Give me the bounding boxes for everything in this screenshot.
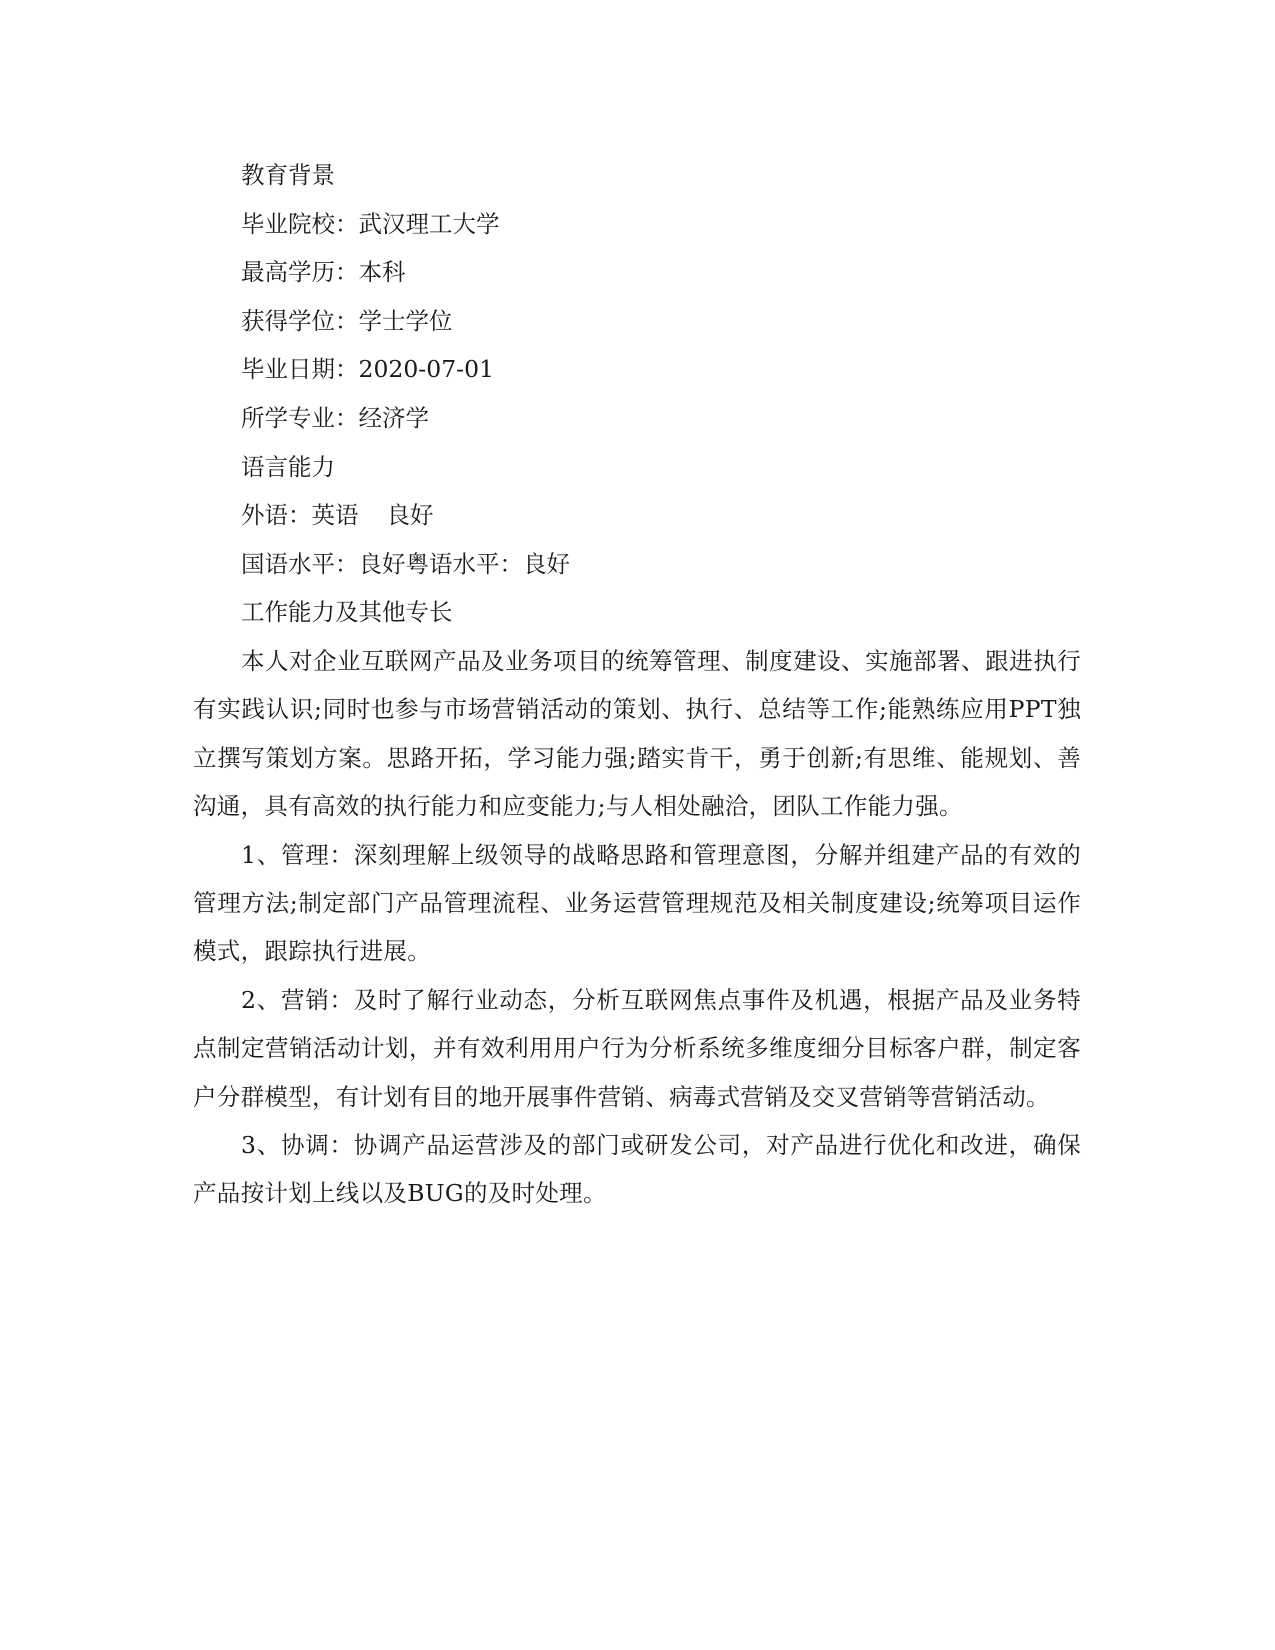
skills-summary-paragraph: 本人对企业互联网产品及业务项目的统筹管理、制度建设、实施部署、跟进执行有实践认识;同时也参与市场营销活动的策划、执行、总结等工作;能熟练应用PPT独立撰写策划方案。思路开拓，学习能力强;踏实肯干，勇于创新;有思维、能规划、善沟通，具有高效的执行能力和应变能力;与人相处融洽，团队工作能力强。 <box>193 646 1081 821</box>
foreign-language-level: 良好 <box>386 501 434 530</box>
skills-heading: 工作能力及其他专长 <box>241 598 453 627</box>
foreign-language-line <box>193 491 1081 540</box>
graduation-date-line: 毕业日期：2020-07-01 <box>241 355 494 384</box>
dialects-line: 国语水平：良好粤语水平：良好 <box>241 549 570 578</box>
language-heading: 语言能力 <box>241 452 335 481</box>
school-line: 毕业院校：武汉理工大学 <box>241 209 500 238</box>
degree-level-line: 最高学历：本科 <box>241 258 406 287</box>
education-heading: 教育背景 <box>241 161 335 189</box>
resume-content <box>193 151 1081 1218</box>
major-line: 所学专业：经济学 <box>241 403 429 432</box>
skill-item-coordination: 3、协调：协调产品运营涉及的部门或研发公司，对产品进行优化和改进，确保产品按计划上线以及BUG的及时处理。 <box>193 1131 1081 1208</box>
foreign-language-label: 外语：英语 <box>241 501 359 530</box>
skill-item-management: 1、管理：深刻理解上级领导的战略思路和管理意图，分解并组建产品的有效的管理方法;制定部门产品管理流程、业务运营管理规范及相关制度建设;统筹项目运作模式，跟踪执行进展。 <box>193 840 1081 966</box>
skill-item-marketing: 2、营销：及时了解行业动态，分析互联网焦点事件及机遇，根据产品及业务特点制定营销活动计划，并有效利用用户行为分析系统多维度细分目标客户群，制定客户分群模型，有计划有目的地开展事件营销、病毒式营销及交叉营销等营销活动。 <box>193 985 1081 1111</box>
degree-line: 获得学位：学士学位 <box>241 306 453 335</box>
